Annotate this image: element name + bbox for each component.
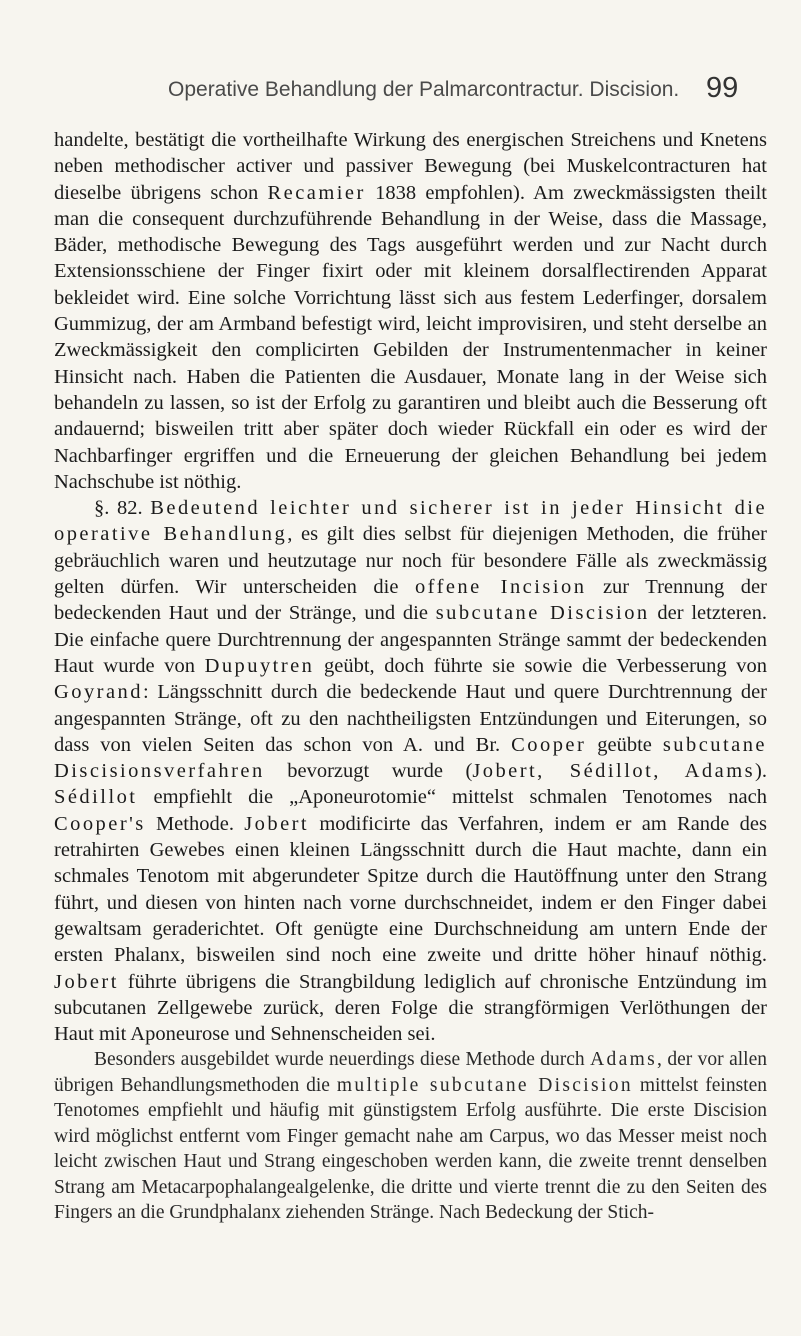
text-segment: der letzteren. Die einfache quere Durchtrennung der angespannten Stränge sammt der bedeckenden Haut wurde von xyxy=(54,602,768,677)
text-segment: , es gilt dies selbst für diejenigen Methoden, die früher gebräuchlich waren und heutzutage nur noch für besondere Fälle als zweckmässig gelten dürfen. Wir unterscheiden die xyxy=(54,523,767,599)
spaced-name: Dupuytren xyxy=(204,654,315,677)
spaced-name: Cooper's xyxy=(54,812,146,835)
text-segment: Besonders ausgebildet wurde neuerdings diese Methode durch xyxy=(94,1049,591,1071)
text-segment: modificirte das Verfahren, indem er am Rande des retrahirten Gewebes einen kleinen Längsschnitt durch die Haut machte, dann ein schmales Tenotom mit abgerundeter Spitze durch die Hautöffnung unter den Strang führt, und diesen von hinten nach vorne durchschneidet, indem er den Finger dabei gewaltsam geraderichtet. Oft genügte eine Durchschneidung am untern Ende der ersten Phalanx, bisweilen sind noch eine zweite und dritte höher hinauf nöthig. xyxy=(54,812,767,967)
spaced-emphasis: Bedeutend leichter und sicherer ist in jeder Hinsicht die operative Behandlung xyxy=(54,497,768,546)
text-segment: bevorzugt wurde ( xyxy=(264,760,473,783)
page-header xyxy=(0,72,801,112)
section-number: §. 82. xyxy=(94,497,151,520)
text-segment: , der vor allen übrigen Behandlungsmethoden die xyxy=(54,1049,767,1096)
spaced-name: Cooper xyxy=(511,733,587,756)
text-segment: zur Trennung der bedeckenden Haut und der Stränge, und die xyxy=(54,576,767,625)
text-segment: Methode. xyxy=(145,812,245,835)
text-segment: : Längsschnitt durch die bedeckende Haut und quere Durchtrennung der angespannten Stränge, oft zu den nachtheiligsten Entzündungen und Eiterungen, so dass von vielen Seiten das schon von A. und Br. xyxy=(54,681,767,756)
spaced-term: offene Incision xyxy=(414,576,587,599)
spaced-name: Adams xyxy=(590,1049,658,1071)
text-segment: empfiehlt die „Aponeurotomie“ mittelst schmalen Tenotomes nach xyxy=(137,786,767,809)
spaced-name: Recamier xyxy=(267,181,366,204)
spaced-name: Jobert xyxy=(54,970,119,993)
text-segment: ). xyxy=(755,760,767,783)
paragraph-2 xyxy=(54,495,767,1047)
text-segment: handelte, bestätigt die vortheilhafte Wirkung des energischen Streichens und Knetens neben methodischer activer und passiver Bewegung (bei Muskelcontracturen hat dieselbe übrigens schon xyxy=(54,129,767,204)
body-text xyxy=(54,127,767,1226)
text-segment: 1838 empfohlen). Am zweckmässigsten theilt man die consequent durchzuführende Behandlung in der Weise, dass die Massage, Bäder, methodische Bewegung des Tags ausgeführt werden und zur Nacht durch Extensionsschiene der Finger fixirt oder mit kleinem dorsalflectirenden Apparat bekleidet wird. Eine solche Vorrichtung lässt sich aus festem Lederfinger, dorsalem Gummizug, der am Armband befestigt wird, leicht improvisiren, und steht derselbe an Zweckmässigkeit den complicirten Gebilden der Instrumentenmacher in keiner Hinsicht nach. Haben die Patienten die Ausdauer, Monate lang in der Weise sich behandeln zu lassen, so ist der Erfolg zu garantiren und bleibt auch die Besserung oft andauernd; bisweilen tritt aber später doch wieder Rückfall ein oder es wird der Nachbarfinger ergriffen und die Erneuerung der gleichen Behandlung bei jedem Nachschube ist nöthig. xyxy=(54,181,767,493)
paragraph-1 xyxy=(54,127,767,495)
spaced-name: Jobert xyxy=(244,812,310,835)
page-number: 99 xyxy=(706,72,739,104)
spaced-term: multiple subcutane Discision xyxy=(336,1074,633,1096)
text-segment: führte übrigens die Strangbildung lediglich auf chronische Entzündung im subcutanen Zellgewebe zurück, deren Folge die strangförmigen Verlöthungen der Haut mit Aponeurose und Sehnenscheiden sei. xyxy=(54,970,767,1046)
text-segment: mittelst feinsten Tenotomes empfiehlt und häufig mit günstigstem Erfolg ausführte. Die erste Discision wird möglichst entfernt vom Finger gemacht nahe am Carpus, wo das Messer meist noch leicht zwischen Haut und Strang eingeschoben werden kann, die zweite trennt denselben Strang am Metacarpophalangealgelenke, die dritte und vierte trennt die zu den Seiten des Fingers an die Grundphalanx ziehenden Stränge. Nach Bedeckung der Stich- xyxy=(54,1074,768,1224)
spaced-name: Goyrand xyxy=(54,681,143,704)
spaced-term: subcutane Discision xyxy=(435,602,650,625)
spaced-term: subcutane Discisionsverfahren xyxy=(54,733,767,783)
text-segment: geübte xyxy=(586,733,663,756)
paragraph-3 xyxy=(54,1047,767,1226)
spaced-name: Sédillot xyxy=(54,786,138,809)
text-segment: geübt, doch führte sie sowie die Verbesserung von xyxy=(314,654,767,677)
spaced-name: Jobert, Sédillot, Adams xyxy=(472,760,756,783)
running-title: Operative Behandlung der Palmarcontractur. Discision. xyxy=(168,78,680,101)
